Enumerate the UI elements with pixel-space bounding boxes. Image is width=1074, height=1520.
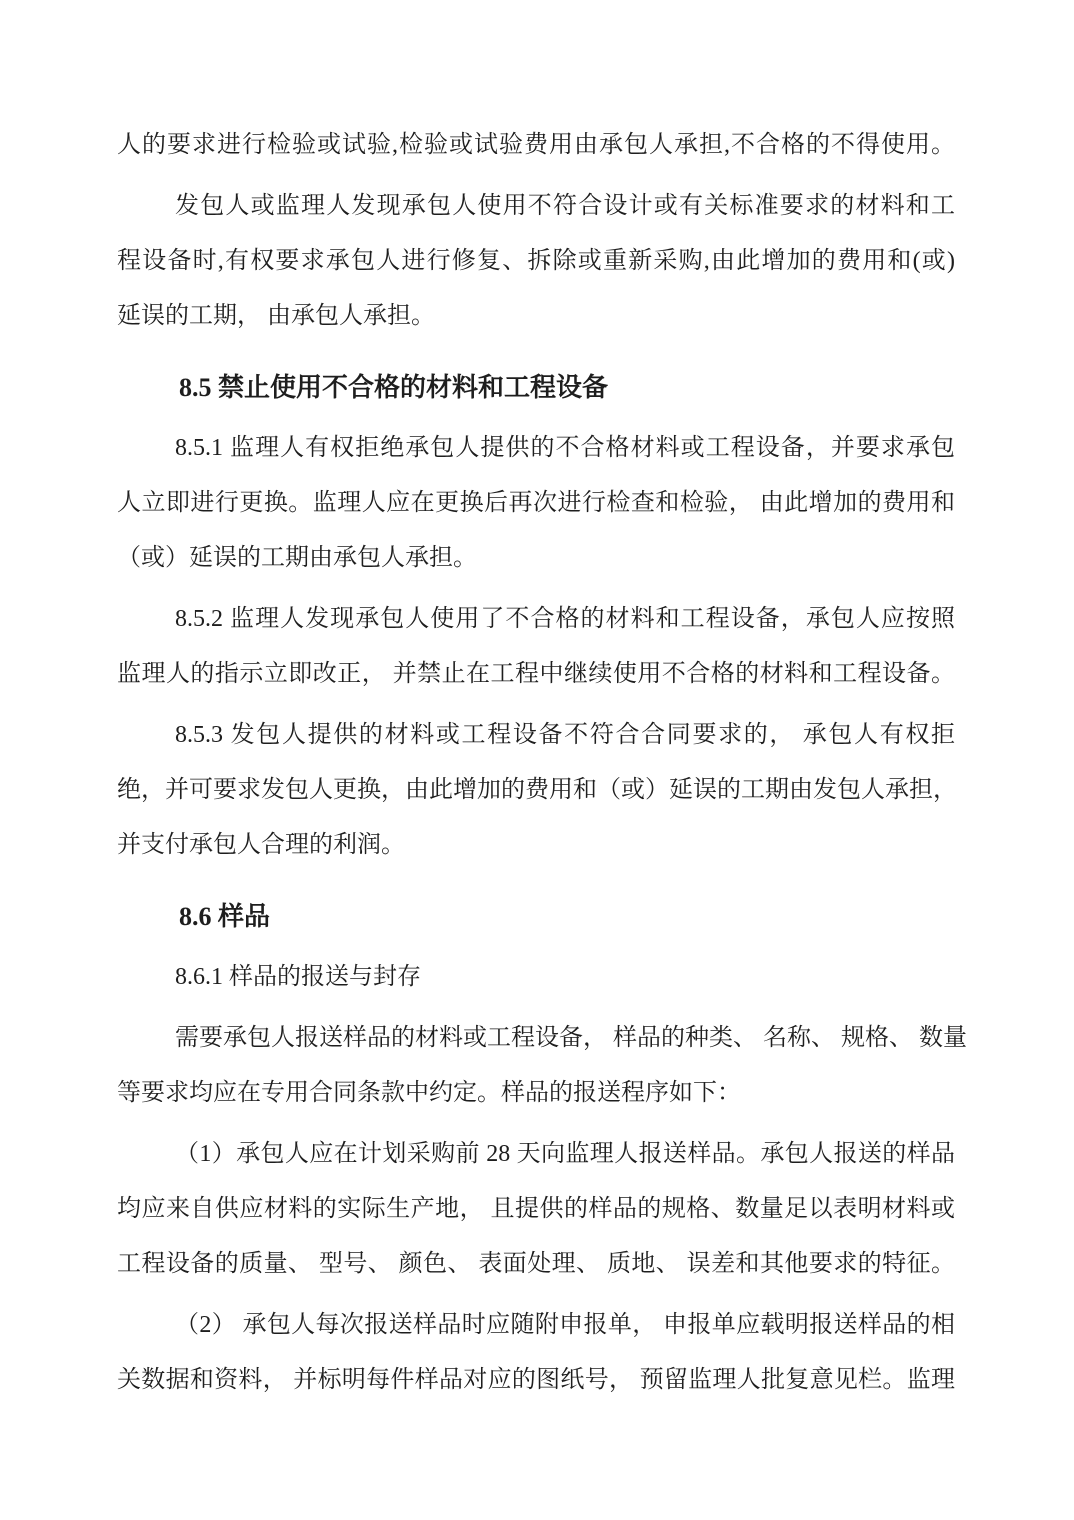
section-heading-8-6 [117,889,955,944]
paragraph-continuation [117,118,955,173]
list-item-2 [117,1298,955,1408]
paragraph [117,179,955,344]
clause-8-5-2 [117,592,955,702]
text-line: 延误的工期， 由承包人承担。 [117,303,435,329]
document-text-body [117,118,967,1408]
list-item-1 [117,1127,955,1292]
text-line: （1）承包人应在计划采购前 28 天向监理人报送样品。承包人报送的样品 [175,1141,955,1167]
sub-heading-8-6-1 [117,950,955,1005]
text-line: 人立即进行更换。监理人应在更换后再次进行检查和检验， 由此增加的费用和 [117,490,955,516]
text-line: 并支付承包人合理的利润。 [117,832,405,858]
text-line: 监理人的指示立即改正， 并禁止在工程中继续使用不合格的材料和工程设备。 [117,661,955,687]
text-line: 8.5.1 监理人有权拒绝承包人提供的不合格材料或工程设备，并要求承包 [175,435,955,461]
text-line: 人的要求进行检验或试验,检验或试验费用由承包人承担,不合格的不得使用。 [117,132,955,158]
section-heading-8-5 [117,360,955,415]
heading-line: 8.5 禁止使用不合格的材料和工程设备 [179,373,609,402]
text-line: 关数据和资料， 并标明每件样品对应的图纸号， 预留监理人批复意见栏。监理 [117,1367,955,1393]
text-line: 8.5.3 发包人提供的材料或工程设备不符合合同要求的， 承包人有权拒 [175,722,955,748]
text-line: 程设备时,有权要求承包人进行修复、拆除或重新采购,由此增加的费用和(或) [117,248,955,274]
heading-line: 8.6 样品 [179,902,271,931]
text-line: 工程设备的质量、 型号、 颜色、 表面处理、 质地、 误差和其他要求的特征。 [117,1251,955,1277]
text-line: （或）延误的工期由承包人承担。 [117,545,477,571]
text-line: 8.6.1 样品的报送与封存 [175,964,421,990]
clause-8-5-1 [117,421,955,586]
clause-8-5-3 [117,708,955,873]
text-line: 需要承包人报送样品的材料或工程设备， 样品的种类、 名称、 规格、 数量 [175,1025,967,1051]
paragraph [117,1011,967,1121]
text-line: （2） 承包人每次报送样品时应随附申报单， 申报单应载明报送样品的相 [175,1312,955,1338]
text-line: 绝，并可要求发包人更换，由此增加的费用和（或）延误的工期由发包人承担， [117,777,957,803]
text-line: 8.5.2 监理人发现承包人使用了不合格的材料和工程设备，承包人应按照 [175,606,955,632]
text-line: 发包人或监理人发现承包人使用不符合设计或有关标准要求的材料和工 [175,193,955,219]
text-line: 等要求均应在专用合同条款中约定。样品的报送程序如下： [117,1080,741,1106]
text-line: 均应来自供应材料的实际生产地， 且提供的样品的规格、数量足以表明材料或 [117,1196,955,1222]
